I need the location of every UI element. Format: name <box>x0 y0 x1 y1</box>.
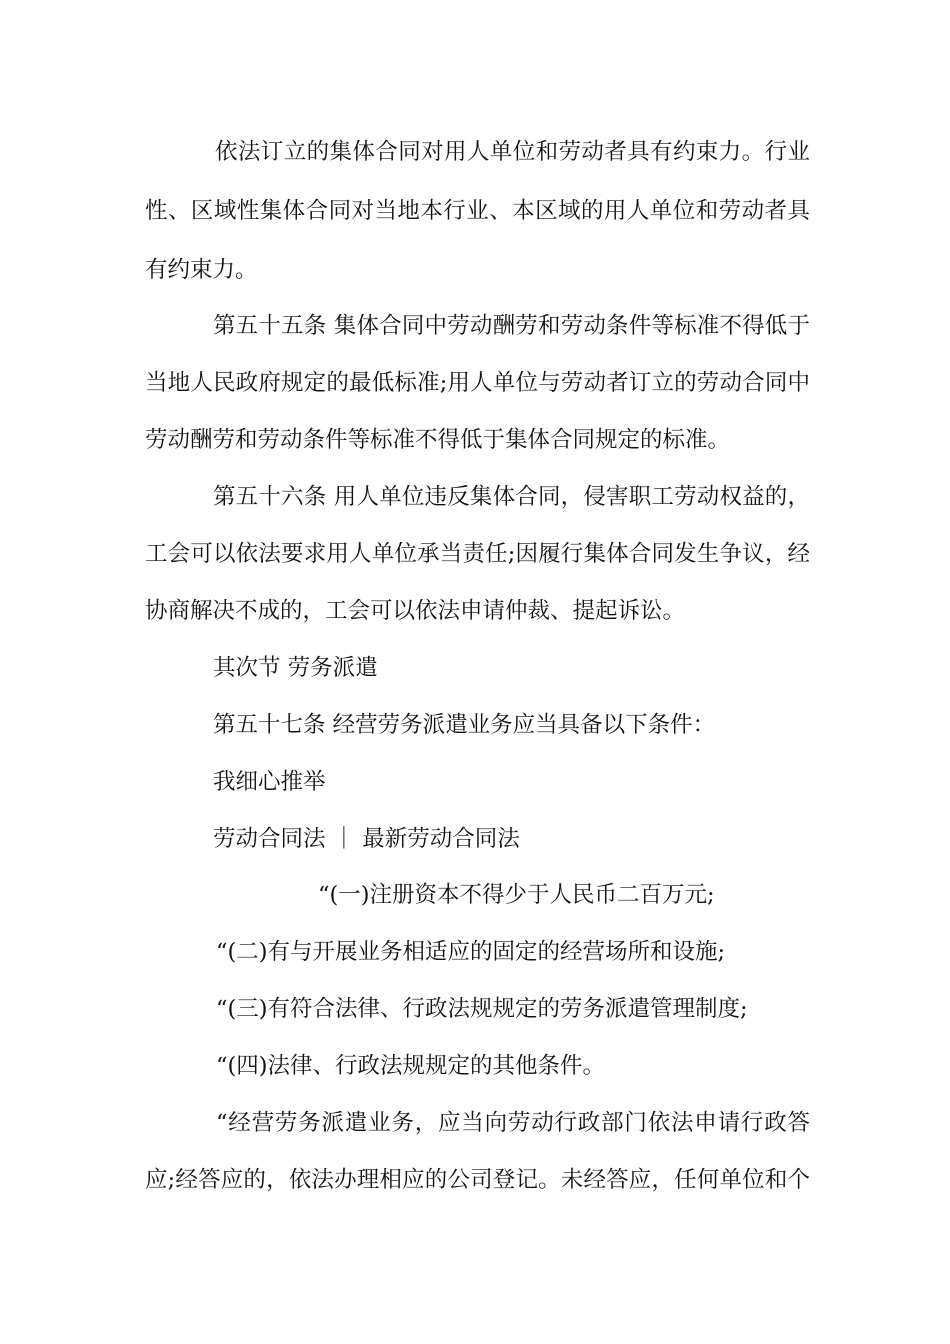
article-57-heading: 第五十七条 经营劳务派遣业务应当具备以下条件： <box>213 712 716 738</box>
paragraph-line: “经营劳务派遣业务，应当向劳动行政部门依法申请行政答 <box>216 1110 810 1136</box>
article-56-line: 第五十六条 用人单位违反集体合同，侵害职工劳动权益的， <box>213 484 810 510</box>
section-heading: 其次节 劳务派遣 <box>213 655 378 681</box>
article-55-line: 当地人民政府规定的最低标准;用人单位与劳动者订立的劳动合同中 <box>145 370 810 396</box>
condition-item: “(三)有符合法律、行政法规规定的劳务派遣管理制度; <box>216 996 748 1022</box>
condition-item: “(四)法律、行政法规规定的其他条件。 <box>216 1053 606 1079</box>
article-55-line: 劳动酬劳和劳动条件等标准不得低于集体合同规定的标准。 <box>145 427 731 453</box>
condition-item: “(二)有与开展业务相适应的固定的经营场所和设施; <box>216 939 726 965</box>
article-55-line: 第五十五条 集体合同中劳动酬劳和劳动条件等标准不得低于 <box>213 313 810 339</box>
condition-item: “(一)注册资本不得少于人民币二百万元; <box>318 882 715 908</box>
recommend-label: 我细心推举 <box>213 769 326 795</box>
article-56-line: 工会可以依法要求用人单位承当责任;因履行集体合同发生争议，经 <box>145 541 810 567</box>
paragraph-line: 性、区域性集体合同对当地本行业、本区域的用人单位和劳动者具 <box>145 198 810 224</box>
paragraph-line: 依法订立的集体合同对用人单位和劳动者具有约束力。行业 <box>215 139 810 165</box>
article-56-line: 协商解决不成的，工会可以依法申请仲裁、提起诉讼。 <box>145 598 686 624</box>
paragraph-line: 有约束力。 <box>145 257 258 283</box>
paragraph-line: 应;经答应的，依法办理相应的公司登记。未经答应，任何单位和个 <box>145 1167 810 1193</box>
recommend-links: 劳动合同法 ｜ 最新劳动合同法 <box>213 826 520 852</box>
